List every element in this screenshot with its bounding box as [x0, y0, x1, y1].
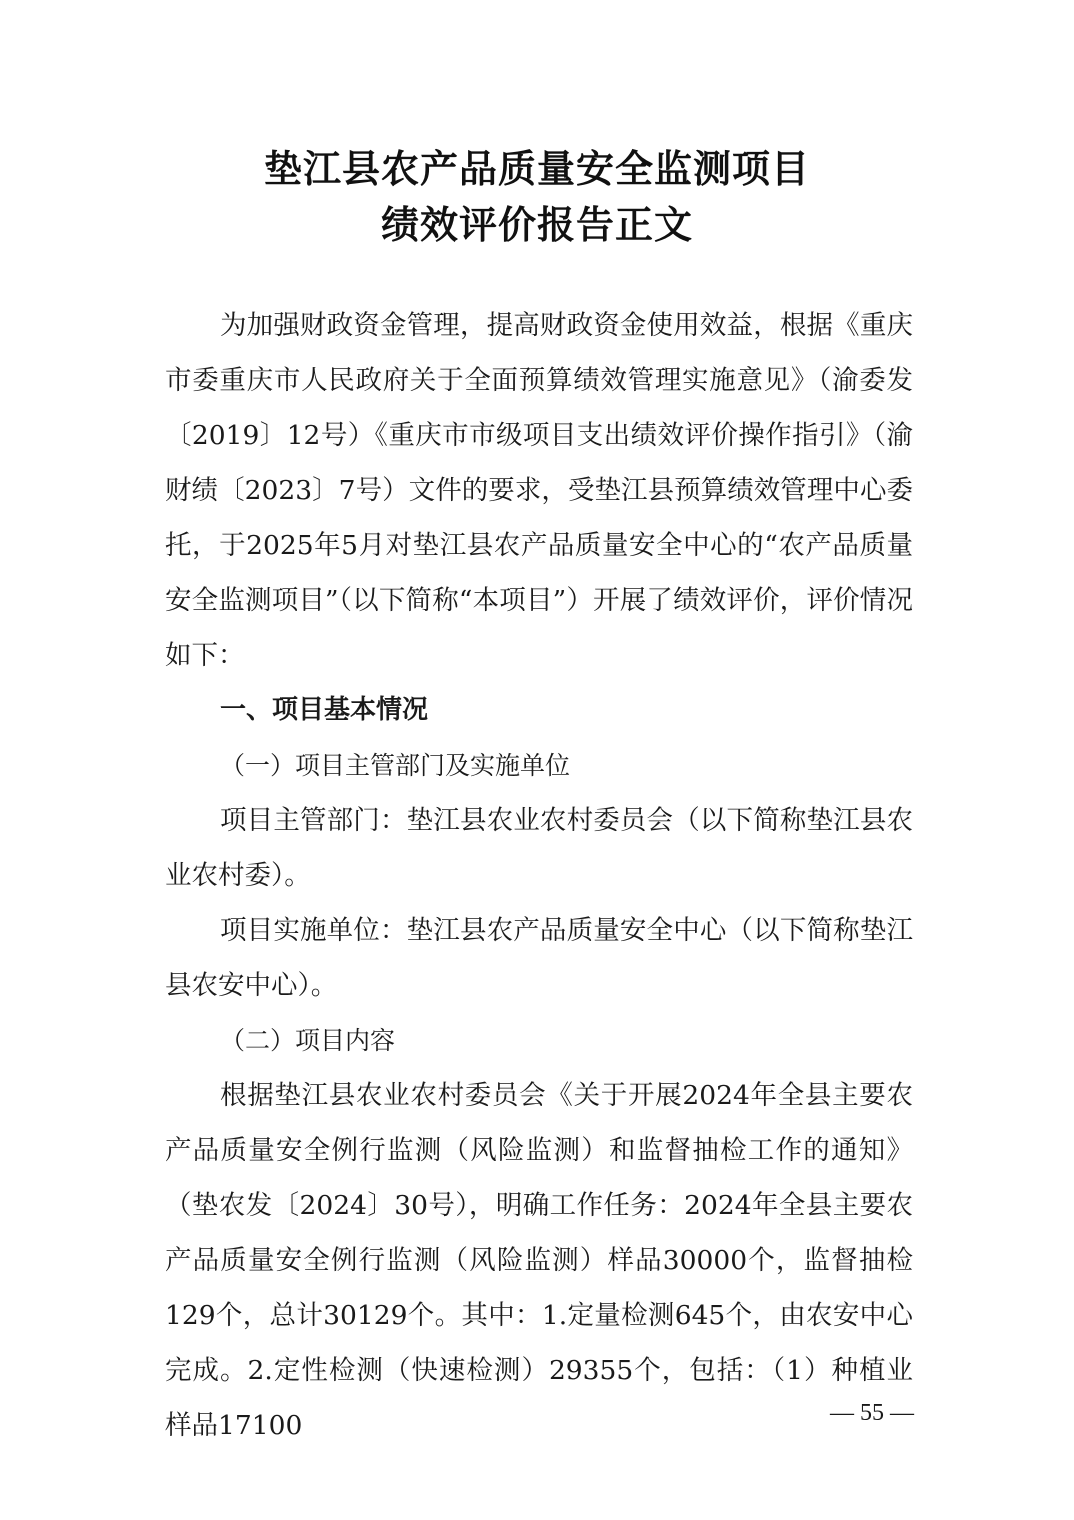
intro-paragraph: 为加强财政资金管理，提高财政资金使用效益，根据《重庆市委重庆市人民政府关于全面预算绩效管理实施意见》（渝委发〔2019〕12号）《重庆市市级项目支出绩效评价操作指引》（渝财绩〔2023〕7号）文件的要求，受垫江县预算绩效管理中心委托，于2025年5月对垫江县农产品质量安全中心的“农产品质量安全监测项目”（以下简称“本项目”）开展了绩效评价，评价情况如下：: [165, 310, 913, 671]
subsection-heading-2: （二）项目内容: [220, 1026, 396, 1055]
section-heading-1: 一、项目基本情况: [220, 695, 429, 725]
document-body: [165, 298, 913, 1453]
page-number: — 55 —: [830, 1400, 914, 1426]
implementing-unit-paragraph: 项目实施单位：垫江县农产品质量安全中心（以下简称垫江县农安中心）。: [165, 915, 913, 1001]
subsection-heading-1: （一）项目主管部门及实施单位: [220, 751, 571, 780]
project-content-paragraph: 根据垫江县农业农村委员会《关于开展2024年全县主要农产品质量安全例行监测（风险监测）和监督抽检工作的通知》（垫农发〔2024〕30号），明确工作任务：2024年全县主要农产品质量安全例行监测（风险监测）样品30000个，监督抽检129个，总计30129个。其中：1.定量检测645个，由农安中心完成。2.定性检测（快速检测）29355个，包括：（1）种植业样品17100: [165, 1080, 913, 1441]
document-title-line1: 垫江县农产品质量安全监测项目: [263, 146, 810, 191]
competent-department-paragraph: 项目主管部门：垫江县农业农村委员会（以下简称垫江县农业农村委）。: [165, 805, 913, 891]
document-title-line2: 绩效评价报告正文: [380, 202, 693, 247]
